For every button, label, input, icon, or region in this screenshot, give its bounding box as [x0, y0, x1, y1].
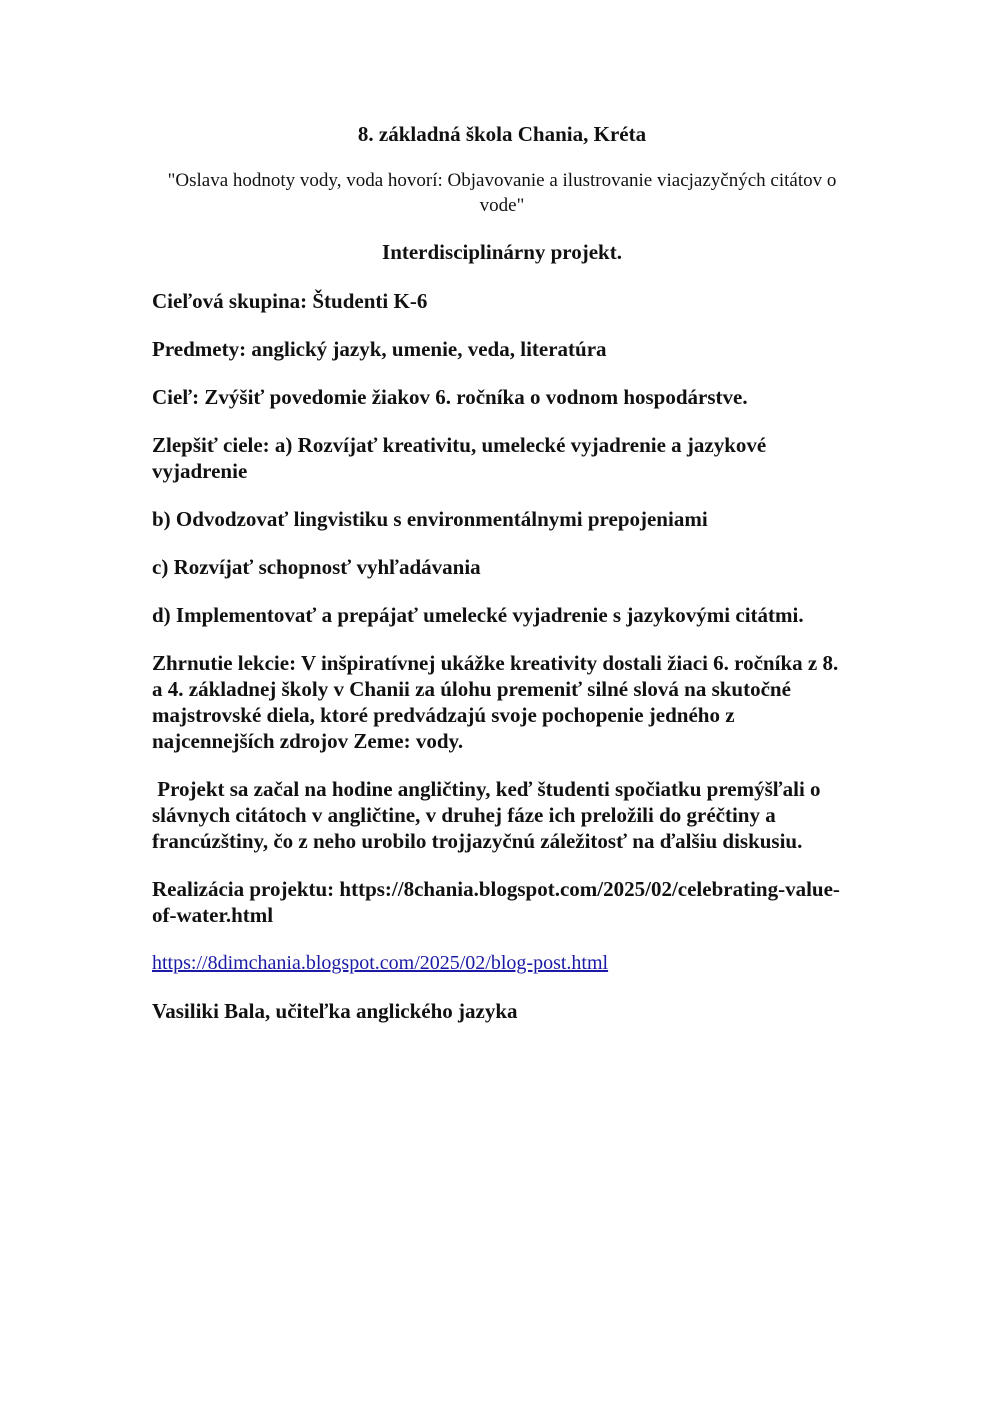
lesson-summary: Zhrnutie lekcie: V inšpiratívnej ukážke kreativity dostali žiaci 6. ročníka z 8. a 4. základnej školy v Chanii za úlohu premeniť silné slová na skutočné majstrovské diela, ktoré predvádzajú svoje pochopenie jedného z najcennejších zdrojov Zeme: vody.	[152, 651, 839, 753]
subjects: Predmety: anglický jazyk, umenie, veda, literatúra	[152, 337, 607, 361]
project-title: "Oslava hodnoty vody, voda hovorí: Objavovanie a ilustrovanie viacjazyčných citátov o vode"	[167, 170, 837, 216]
blog-post-link[interactable]: https://8dimchania.blogspot.com/2025/02/blog-post.html	[152, 952, 609, 974]
project-type: Interdisciplinárny projekt.	[382, 240, 622, 264]
project-description: Projekt sa začal na hodine angličtiny, keď študenti spočiatku premýšľali o slávnych citátoch v angličtine, v druhej fáze ich preložili do gréčtiny a francúzštiny, čo z neho urobilo trojjazyčnú záležitosť na ďalšiu diskusiu.	[152, 777, 826, 853]
author: Vasiliki Bala, učiteľka anglického jazyka	[152, 999, 518, 1023]
goal: Cieľ: Zvýšiť povedomie žiakov 6. ročníka o vodnom hospodárstve.	[152, 385, 748, 409]
aim-b: b) Odvodzovať lingvistiku s environmentálnymi prepojeniami	[152, 507, 708, 531]
aim-a: Zlepšiť ciele: a) Rozvíjať kreativitu, umelecké vyjadrenie a jazykové vyjadrenie	[152, 433, 767, 483]
project-realization: Realizácia projektu: https://8chania.blogspot.com/2025/02/celebrating-value-of-water.html	[152, 877, 840, 927]
target-group: Cieľová skupina: Študenti K-6	[152, 289, 428, 313]
document-body	[152, 120, 852, 1046]
aim-c: c) Rozvíjať schopnosť vyhľadávania	[152, 555, 481, 579]
school-name: 8. základná škola Chania, Kréta	[357, 122, 647, 146]
aim-d: d) Implementovať a prepájať umelecké vyjadrenie s jazykovými citátmi.	[152, 603, 804, 627]
